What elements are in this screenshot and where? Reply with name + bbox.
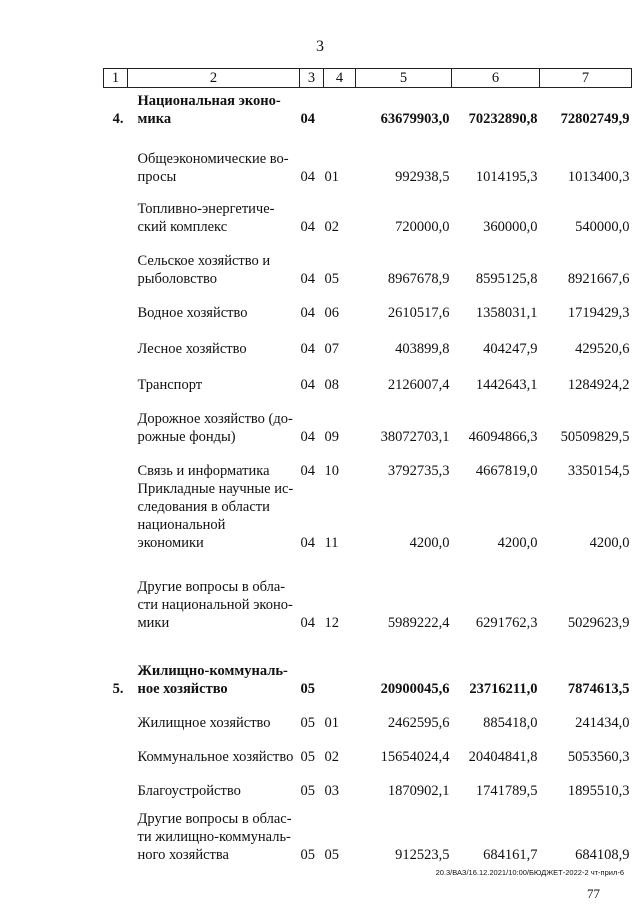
row-name-line: сти национальной эконо- (137, 596, 293, 613)
row-name-line: мика (137, 110, 172, 127)
table-row (104, 552, 632, 632)
value-col7: 5053560,3 (567, 748, 630, 765)
subsection-code: 10 (324, 462, 339, 479)
value-col5: 2126007,4 (387, 376, 450, 393)
value-col7: 684108,9 (575, 846, 630, 863)
value-col5: 63679903,0 (380, 110, 450, 127)
value-col5: 2610517,6 (387, 304, 450, 321)
section-code: 04 (300, 614, 315, 631)
subsection-code: 11 (324, 534, 339, 551)
row-name-line: Сельское хозяйство и (137, 252, 271, 269)
section-code: 05 (300, 748, 315, 765)
row-name (128, 552, 300, 632)
row-number (104, 186, 128, 236)
table-row (104, 480, 632, 552)
value-col5: 992938,5 (395, 168, 450, 185)
table-row (104, 446, 632, 480)
value-col7: 1284924,2 (567, 376, 630, 393)
row-number (104, 236, 128, 288)
section-code: 04 (300, 534, 315, 551)
row-number (104, 358, 128, 394)
header-cell: 7 (540, 69, 632, 88)
section-code: 05 (300, 680, 315, 697)
value-col6: 70232890,8 (468, 110, 538, 127)
section-code: 04 (300, 270, 315, 287)
table-row (104, 766, 632, 800)
subsection-code: 12 (324, 614, 339, 631)
row-name (128, 288, 300, 322)
row-name-line: мики (137, 614, 170, 631)
row-number: 4. (112, 110, 124, 127)
row-number (104, 128, 128, 186)
value-col7: 429520,6 (575, 340, 630, 357)
row-name-line: Жилищно-коммуналь- (137, 662, 288, 679)
section-code: 05 (300, 714, 315, 731)
row-name-line: Благоустройство (137, 782, 241, 799)
value-col6: 404247,9 (483, 340, 538, 357)
row-name-line: Транспорт (137, 376, 203, 393)
section-code: 05 (300, 846, 315, 863)
header-cell: 4 (324, 69, 356, 88)
row-name (128, 732, 300, 766)
table-row (104, 128, 632, 186)
row-name-line: Другие вопросы в обла- (137, 578, 286, 595)
row-number (104, 288, 128, 322)
row-number (104, 766, 128, 800)
value-col7: 1013400,3 (567, 168, 630, 185)
value-col6: 6291762,3 (475, 614, 538, 631)
section-row (104, 88, 632, 128)
value-col7: 4200,0 (589, 534, 630, 551)
header-cell: 1 (104, 69, 128, 88)
row-name (128, 236, 300, 288)
row-number (104, 480, 128, 552)
subsection-code: 02 (324, 748, 339, 765)
value-col7: 1895510,3 (567, 782, 630, 799)
value-col5: 2462595,6 (387, 714, 450, 731)
row-name-line: Водное хозяйство (137, 304, 248, 321)
value-col7: 1719429,3 (567, 304, 630, 321)
value-col7: 5029623,9 (567, 614, 630, 631)
row-number (104, 800, 128, 864)
value-col6: 4200,0 (497, 534, 538, 551)
section-code: 05 (300, 782, 315, 799)
value-col6: 46094866,3 (468, 428, 538, 445)
row-number (104, 732, 128, 766)
table-row (104, 698, 632, 732)
row-name-line: Другие вопросы в облас- (137, 810, 292, 827)
value-col5: 15654024,4 (380, 748, 450, 765)
subsection-code: 07 (324, 340, 339, 357)
table-row (104, 800, 632, 864)
value-col6: 360000,0 (483, 218, 538, 235)
row-name-line: Общеэкономические во- (137, 150, 289, 167)
value-col7: 241434,0 (575, 714, 630, 731)
row-name (128, 800, 300, 864)
value-col6: 684161,7 (483, 846, 538, 863)
section-code: 04 (300, 340, 315, 357)
section-code: 04 (300, 304, 315, 321)
value-col7: 7874613,5 (567, 680, 630, 697)
value-col5: 720000,0 (395, 218, 450, 235)
row-name-line: Дорожное хозяйство (до- (137, 410, 293, 427)
value-col5: 403899,8 (395, 340, 450, 357)
row-name (128, 394, 300, 446)
section-code: 04 (300, 462, 315, 479)
row-name (128, 358, 300, 394)
table-row (104, 288, 632, 322)
subsection-code (324, 88, 356, 128)
subsection-code: 06 (324, 304, 339, 321)
row-name-line: просы (137, 168, 177, 185)
value-col6: 20404841,8 (468, 748, 538, 765)
table-row (104, 236, 632, 288)
row-name-line: ного хозяйства (137, 846, 229, 863)
row-number: 5. (112, 680, 124, 697)
subsection-code: 09 (324, 428, 339, 445)
value-col6: 4667819,0 (475, 462, 538, 479)
row-name-line: ти жилищно-коммуналь- (137, 828, 291, 845)
subsection-code: 03 (324, 782, 339, 799)
section-row (104, 632, 632, 698)
row-name-line: ное хозяйство (137, 680, 228, 697)
row-name-line: Жилищное хозяйство (137, 714, 271, 731)
subsection-code (324, 632, 356, 698)
value-col6: 1741789,5 (475, 782, 538, 799)
row-name-line: Топливно-энергетиче- (137, 200, 275, 217)
section-code: 04 (300, 428, 315, 445)
row-number (104, 446, 128, 480)
value-col6: 23716211,0 (469, 680, 538, 697)
subsection-code: 02 (324, 218, 339, 235)
budget-table (103, 68, 632, 864)
value-col6: 1358031,1 (475, 304, 538, 321)
row-name-line: рыболовство (137, 270, 217, 287)
row-name (128, 698, 300, 732)
value-col5: 38072703,1 (380, 428, 450, 445)
row-name (128, 480, 300, 552)
header-row (104, 69, 632, 88)
header-cell: 5 (356, 69, 452, 88)
table-row (104, 394, 632, 446)
section-code: 04 (300, 376, 315, 393)
table-row (104, 322, 632, 358)
value-col7: 72802749,9 (560, 110, 630, 127)
header-cell: 3 (300, 69, 324, 88)
row-name-line: следования в области (137, 498, 270, 515)
subsection-code: 08 (324, 376, 339, 393)
footer-page-number: 77 (587, 886, 600, 901)
row-name (128, 186, 300, 236)
table-row (104, 732, 632, 766)
subsection-code: 01 (324, 168, 339, 185)
row-name-line: Связь и информатика (137, 462, 270, 479)
row-name (128, 766, 300, 800)
row-name-line: Коммунальное хозяйство (137, 748, 294, 765)
row-name-line: Лесное хозяйство (137, 340, 247, 357)
value-col7: 50509829,5 (560, 428, 630, 445)
subsection-code: 05 (324, 270, 339, 287)
row-name-line: национальной экономики (137, 516, 226, 551)
table-row (104, 358, 632, 394)
row-name (128, 322, 300, 358)
page-number: 3 (316, 38, 324, 55)
row-number (104, 394, 128, 446)
value-col7: 3350154,5 (567, 462, 630, 479)
row-name (128, 88, 300, 128)
value-col6: 1442643,1 (475, 376, 538, 393)
row-name-line: рожные фонды) (137, 428, 236, 445)
value-col5: 3792735,3 (387, 462, 450, 479)
table-row (104, 186, 632, 236)
row-name (128, 128, 300, 186)
header-cell: 6 (452, 69, 540, 88)
value-col7: 8921667,6 (567, 270, 630, 287)
row-name-line: Национальная эконо- (137, 92, 281, 109)
value-col6: 885418,0 (483, 714, 538, 731)
value-col5: 8967678,9 (387, 270, 450, 287)
value-col5: 5989222,4 (387, 614, 450, 631)
header-cell: 2 (128, 69, 300, 88)
section-code: 04 (300, 110, 315, 127)
row-number (104, 322, 128, 358)
row-name (128, 446, 300, 480)
section-code: 04 (300, 218, 315, 235)
value-col5: 912523,5 (395, 846, 450, 863)
row-name (128, 632, 300, 698)
value-col6: 1014195,3 (475, 168, 538, 185)
row-name-line: ский комплекс (137, 218, 228, 235)
value-col7: 540000,0 (575, 218, 630, 235)
value-col5: 1870902,1 (387, 782, 450, 799)
value-col5: 4200,0 (409, 534, 450, 551)
value-col5: 20900045,6 (380, 680, 450, 697)
row-number (104, 552, 128, 632)
row-name-line: Прикладные научные ис- (137, 480, 294, 497)
section-code: 04 (300, 168, 315, 185)
subsection-code: 05 (324, 846, 339, 863)
footer-code: 20.3/ВАЗ/16.12.2021/10:00/БЮДЖЕТ-2022-2 чт-прил-6 (435, 868, 624, 877)
row-number (104, 698, 128, 732)
value-col6: 8595125,8 (475, 270, 538, 287)
subsection-code: 01 (324, 714, 339, 731)
